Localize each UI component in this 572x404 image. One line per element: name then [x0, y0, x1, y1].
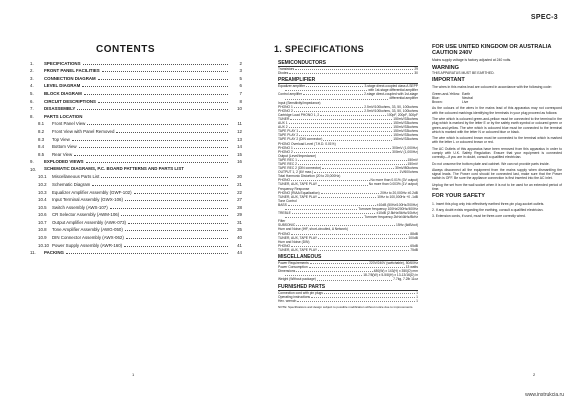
spec-value: 100pF, 200pF, 300pF	[387, 112, 418, 117]
toc-entry-label: Equalizer Amplifier Assembly (GWF-102)	[52, 189, 132, 195]
toc-dot-leader	[98, 102, 228, 103]
spec-key: OUTPUT 1, 2 (6V max.)	[278, 170, 314, 175]
toc-entry	[30, 119, 242, 127]
toc-dot-leader	[125, 230, 228, 231]
spec-key: TAPE REC 2 (DIN connector)	[278, 166, 322, 171]
ac-outlet-notice: The AC Outlets of this apparatus have been removed from this apparatus in order to comply with U.K. Safety Regulation. Ensure that your equipment is connected correctly—if you are in doubt, consult a qualified electrician.	[432, 146, 562, 160]
spec-key: TAPE REC 1	[278, 157, 297, 162]
unplug-notice: Unplug the set from the wall socket when it is not to be used for an extended period of time.	[432, 182, 562, 192]
spec-value: 300mV (1,000Hz)	[392, 149, 418, 154]
spec-value: 7.7kg, 7.2lb 11oz	[393, 277, 418, 282]
spec-key: TAPE REC 2	[278, 161, 297, 166]
spec-key: Equalizer amplifier	[278, 84, 306, 89]
toc-entry-label: CONNECTION DIAGRAM	[44, 75, 96, 81]
spec-dot-leader	[294, 150, 391, 153]
toc-entry-label: CIRCUIT DESCRIPTIONS	[44, 98, 96, 104]
spec-key: Hum and Noise (IHF, short-circuited, A Network)	[278, 227, 348, 232]
toc-entry-label: BLOCK DIAGRAM	[44, 90, 82, 96]
toc-entry	[30, 126, 242, 134]
spec-note: NOTE: Specifications and design subject to possible modification without notice due to improvements.	[278, 304, 414, 309]
spec-value: 100dB	[408, 235, 418, 240]
toc-entry	[30, 195, 242, 203]
spec-dot-leader	[291, 244, 409, 247]
spec-key: PHONO 2	[278, 108, 293, 113]
spec-dot-leader	[318, 195, 376, 198]
toc-entry-page: 2	[239, 60, 242, 66]
spec-key: Hum and Noise (DIN)	[278, 239, 310, 244]
toc-dot-leader	[121, 215, 228, 216]
spec-key: PHONO	[278, 243, 291, 248]
toc-entry	[30, 149, 242, 157]
spec-dot-leader	[285, 207, 357, 210]
toc-entry-label: Top View	[52, 136, 70, 142]
spec-key: Filter	[278, 219, 286, 224]
toc-entry-page: 8	[239, 98, 242, 104]
spec-key: TUNER, AUX, TAPE PLAY	[278, 247, 318, 252]
spec-line	[278, 248, 418, 252]
toc-entry-label: Miscellaneous Parts List	[52, 174, 100, 180]
toc-entry	[30, 157, 242, 165]
toc-entry-page: 5	[239, 75, 242, 81]
toc-entry-label: Power Supply Assembly (AWR-160)	[52, 242, 123, 248]
toc-entry-label: Switch Assembly (AWS-107)	[52, 204, 108, 210]
spec-value: 300mV (1,000Hz)	[392, 145, 418, 150]
caution-heading: CAUTION 240V	[432, 50, 473, 57]
table-of-contents	[30, 58, 242, 255]
spec-value: 2.5mV/100kohms, 33, 50, 100kohms	[364, 108, 418, 113]
toc-entry	[30, 66, 242, 74]
spec-key: BASS	[278, 202, 287, 207]
toc-entry-number: 10.5	[38, 204, 47, 210]
toc-dot-leader	[74, 155, 228, 156]
spec-dot-leader	[290, 117, 392, 120]
toc-entry	[30, 164, 242, 171]
toc-entry	[30, 142, 242, 150]
spec-value: 150mV	[407, 161, 418, 166]
toc-dot-leader	[87, 124, 228, 125]
wire-meaning: Live	[462, 100, 469, 105]
contents-title: CONTENTS	[96, 44, 155, 55]
toc-entry	[30, 73, 242, 81]
spec-value: 150mV/33kohms	[393, 129, 418, 134]
toc-entry-label: Input Terminal Assembly (GWX-106)	[52, 197, 123, 203]
spec-section-heading: SEMICONDUCTORS	[278, 60, 418, 67]
toc-entry-page: 44	[237, 250, 242, 256]
toc-entry	[30, 232, 242, 240]
spec-key: TUNER	[278, 116, 290, 121]
toc-entry	[30, 179, 242, 187]
wire-instructions-1: As the colours of the wires in the mains lead of this apparatus may not correspond with the coloured markings identifying the terminals in your plug proceed as follows:	[432, 106, 562, 115]
toc-dot-leader	[79, 147, 228, 148]
toc-dot-leader	[126, 238, 228, 239]
toc-entry	[30, 134, 242, 142]
spec-key: AUX 2	[278, 125, 288, 130]
spec-value: 65dB	[410, 243, 418, 248]
toc-entry-label: DIN Connector Assembly (AWX-062)	[52, 235, 124, 241]
toc-entry-number: 3.	[30, 75, 34, 81]
warning-text: THIS APPARATUS MUST BE EARTHED.	[432, 70, 495, 75]
spec-key: Tone Control	[278, 198, 297, 203]
spec-key: PHONO	[278, 178, 291, 183]
disconnect-notice: Always disconnect all the equipment from the mains supply when dismantling the signal leads. The Power cord should be connected last, make sure that the Power switch is OFF. Be sure the appliance connection is first inserted into the AC inlet.	[432, 167, 562, 181]
toc-entry-number: 10.	[30, 166, 37, 172]
spec-key: Hex. wrench	[278, 298, 297, 303]
toc-entry	[30, 217, 242, 225]
warning-heading: WARNING	[432, 64, 460, 71]
spec-dot-leader	[299, 129, 392, 132]
spec-dot-leader	[324, 291, 415, 294]
toc-dot-leader	[72, 140, 228, 141]
spec-key: Cartridge Load PHONO 1, 2	[278, 112, 320, 117]
toc-entry	[30, 225, 242, 233]
spec-dot-leader	[318, 236, 407, 239]
wire-instructions-3: The wire which is coloured brown must be connected to the terminal which is marked with the letter L or coloured brown or red.	[432, 136, 562, 145]
spec-value: 150mV	[407, 157, 418, 162]
toc-entry	[30, 172, 242, 180]
toc-entry	[30, 104, 242, 112]
spec-key: AUX 1	[278, 121, 288, 126]
toc-entry-page: 29	[237, 212, 242, 218]
spec-key: Input (Sensitivity/Impedance)	[278, 100, 321, 105]
spec-dot-leader	[298, 162, 407, 165]
safety-item-1: 1. Insert this plug only into effectively earthed three-pin plug-socket outlets.	[432, 201, 545, 206]
toc-dot-leader	[98, 79, 228, 80]
mains-voltage-text: Mains supply voltage is factory adjusted at 240 volts.	[432, 58, 512, 63]
watermark: www.instrukcia.ru	[525, 392, 564, 398]
toc-dot-leader	[125, 200, 228, 201]
toc-entry-label: Tone Amplifier Assembly (AWG-050)	[52, 227, 123, 233]
toc-entry-number: 8.5	[38, 151, 45, 157]
toc-dot-leader	[92, 185, 228, 186]
page-number-right: 2	[533, 372, 536, 377]
spec-dot-leader	[285, 273, 362, 276]
spec-dot-leader	[317, 277, 392, 280]
toc-dot-leader	[66, 253, 228, 254]
spec-dot-leader	[321, 191, 380, 194]
toc-entry-label: LEVEL DIAGRAM	[44, 83, 81, 89]
spec-value: 88dB	[410, 231, 418, 236]
toc-entry-label: Front Panel View	[52, 121, 86, 127]
spec-dot-leader	[298, 158, 407, 161]
toc-entry-page: 3	[239, 68, 242, 74]
spec-key: Connection cord with pin plugs	[278, 290, 323, 295]
spec-key: PHONO 2	[278, 149, 293, 154]
toc-entry-page: 15	[237, 151, 242, 157]
spec-value: 1	[416, 294, 418, 299]
spec-value: 30mV/80kohms	[395, 166, 418, 171]
spec-dot-leader	[296, 223, 395, 226]
spec-key: Diodes	[278, 71, 289, 76]
spec-dot-leader	[309, 265, 405, 268]
toc-entry-number: 5.	[30, 90, 34, 96]
spec-key: TREBLE	[278, 211, 291, 216]
toc-entry	[30, 202, 242, 210]
toc-dot-leader	[124, 246, 228, 247]
spec-value: 1	[416, 290, 418, 295]
spec-dot-leader	[289, 71, 413, 74]
spec-value: 150mV/33kohms	[393, 137, 418, 142]
toc-entry-number: 8.	[30, 113, 34, 119]
spec-page-header: SPEC-3	[530, 14, 558, 21]
toc-entry-label: CR Selector Assembly (AWM-106)	[52, 212, 120, 218]
toc-entry-label: Front View with Panel Removed	[52, 128, 115, 134]
spec-value: 3-stage direct-coupled class A SEPP	[364, 84, 418, 89]
spec-dot-leader	[318, 182, 368, 185]
toc-dot-leader	[128, 223, 228, 224]
spec-key: TUNER, AUX, TAPE PLAY	[278, 235, 318, 240]
toc-dot-leader	[77, 109, 228, 110]
spec-value: 20Hz to 20,000Hz ±0.2dB	[380, 190, 418, 195]
spec-value: 29	[414, 67, 418, 71]
spec-dot-leader	[285, 96, 388, 99]
toc-entry-number: 2.	[30, 68, 34, 74]
toc-dot-leader	[101, 177, 228, 178]
spec-value: 150mV/33kohms	[393, 125, 418, 130]
spec-key: PHONO Overload Level (T.H.D. 0.01%)	[278, 141, 336, 146]
spec-dot-leader	[291, 178, 369, 181]
spec-key: PHONO 1	[278, 104, 293, 109]
spec-dot-leader	[299, 133, 392, 136]
spec-dot-leader	[292, 211, 376, 214]
spec-dot-leader	[311, 295, 415, 298]
spec-value: 220V/240V (switchable), 50/60Hz	[369, 261, 418, 266]
toc-entry-number: 6.	[30, 98, 34, 104]
toc-entry-number: 10.3	[38, 189, 47, 195]
toc-entry-number: 10.2	[38, 181, 47, 187]
spec-line	[278, 71, 418, 75]
spec-dot-leader	[320, 113, 386, 116]
toc-dot-leader	[83, 64, 228, 65]
toc-entry-number: 8.4	[38, 144, 45, 150]
spec-key: Control amplifier	[278, 92, 303, 97]
toc-dot-leader	[86, 162, 228, 163]
spec-section-heading: FURNISHED PARTS	[278, 284, 418, 291]
safety-notice-column	[432, 44, 562, 218]
safety-item-3: 3. Extension cords, if used, must be three-core correctly wired.	[432, 214, 526, 219]
toc-entry-page: 40	[237, 235, 242, 241]
toc-dot-leader	[110, 208, 228, 209]
spec-value: 150mV/33kohms	[393, 133, 418, 138]
toc-entry	[30, 187, 242, 195]
toc-entry-label: FRONT PANEL FACILITIES	[44, 68, 100, 74]
toc-entry-page: 21	[237, 181, 242, 187]
toc-entry	[30, 210, 242, 218]
spec-key: PHONO (RIAA Equalization)	[278, 190, 320, 195]
toc-entry-page: 35	[237, 227, 242, 233]
toc-entry-number: 1.	[30, 60, 34, 66]
spec-value: 1	[416, 298, 418, 303]
toc-entry-page: 31	[237, 219, 242, 225]
spec-value: 150mV/33kohms	[393, 121, 418, 126]
spec-key: Frequency Response	[278, 186, 310, 191]
spec-key: PHONO 1	[278, 145, 293, 150]
spec-value: 18-7/8(W) x 5-5/8(H) x 13-13/16(D) in	[363, 273, 418, 278]
spec-dot-leader	[289, 121, 393, 124]
toc-dot-leader	[82, 86, 228, 87]
spec-key: Power Consumption	[278, 265, 308, 270]
toc-entry	[30, 88, 242, 96]
spec-dot-leader	[291, 232, 409, 235]
spec-key: TAPE PLAY 2 (DIN connector)	[278, 137, 323, 142]
toc-entry-page: 11	[237, 121, 242, 127]
toc-entry-number: 10.9	[38, 235, 47, 241]
important-heading: IMPORTANT	[432, 77, 465, 84]
spec-key: PHONO	[278, 231, 291, 236]
toc-dot-leader	[134, 193, 228, 194]
spec-section-heading: MISCELLANEOUS	[278, 254, 418, 261]
spec-value: ±10dB (50Hz/100Hz/200Hz)	[376, 202, 418, 207]
spec-value: 150mV/33kohms	[393, 116, 418, 121]
toc-entry-page: 12	[237, 128, 242, 134]
spec-key: Weight (Without package)	[278, 277, 316, 282]
toc-entry-label: Output Amplifier Assembly (AWK-073)	[52, 219, 127, 225]
toc-entry	[30, 248, 242, 256]
spec-dot-leader	[295, 67, 413, 70]
spec-value: with 1st-stage differential amplifier	[368, 88, 418, 93]
spec-dot-leader	[322, 166, 394, 169]
toc-entry-number: 10.7	[38, 219, 47, 225]
specifications-body	[278, 58, 418, 309]
spec-value: 13 watts	[405, 265, 418, 270]
spec-value: No more than 0.01% (3V output)	[370, 178, 418, 183]
toc-entry-number: 9.	[30, 159, 34, 165]
toc-entry-page: 20	[237, 174, 242, 180]
toc-dot-leader	[102, 71, 228, 72]
spec-value: 2.5mV/100kohms, 33, 50, 100kohms	[364, 104, 418, 109]
specifications-title: 1. SPECIFICATIONS	[274, 44, 364, 54]
spec-key: Output (Level/Impedance)	[278, 153, 317, 158]
spec-dot-leader	[323, 137, 392, 140]
toc-entry-number: 10.1	[38, 174, 47, 180]
spec-value: 75dB	[410, 247, 418, 252]
toc-dot-leader	[116, 132, 228, 133]
toc-entry-page: 10	[237, 106, 242, 112]
spec-value: 1V/600ohms	[399, 170, 418, 175]
wire-code-intro: The wires in this mains lead are coloured in accordance with the following code:	[432, 85, 552, 90]
toc-entry	[30, 81, 242, 89]
toc-entry-page: 28	[237, 204, 242, 210]
spec-dot-leader	[294, 146, 391, 149]
spec-dot-leader	[314, 170, 398, 173]
spec-key: Dimensions	[278, 269, 296, 274]
spec-value: 15Hz (6dB/oct)	[396, 223, 418, 228]
toc-entry	[30, 58, 242, 66]
toc-entry-label: SCHEMATIC DIAGRAMS, P.C. BOARD PATTERNS AND PARTS LIST	[44, 166, 184, 172]
toc-entry-page: 22	[237, 189, 242, 195]
spec-value: 2-stage direct-coupled with 1st-stage	[364, 92, 418, 97]
toc-entry-number: 10.8	[38, 227, 47, 233]
spec-value: Turnover frequency 100Hz/200Hz/400Hz	[358, 207, 418, 211]
toc-entry	[30, 96, 242, 104]
toc-entry-number: 11.	[30, 250, 36, 256]
toc-entry-label: PACKING	[44, 250, 64, 256]
toc-entry-page: 6	[239, 83, 242, 89]
spec-value: 10Hz to 100,000Hz +0 -1dB	[377, 194, 418, 199]
spec-key: TAPE PLAY 1	[278, 129, 299, 134]
spec-dot-leader	[318, 248, 409, 251]
toc-entry-page: 7	[239, 90, 242, 96]
spec-dot-leader	[297, 299, 415, 302]
spec-dot-leader	[303, 92, 363, 95]
spec-key: Transistors	[278, 67, 295, 71]
toc-entry-page: 16	[237, 159, 242, 165]
toc-entry-label: SPECIFICATIONS	[44, 60, 81, 66]
toc-dot-leader	[84, 94, 228, 95]
wire-meaning: Neutral	[462, 95, 473, 100]
spec-dot-leader	[289, 125, 393, 128]
toc-entry-number: 7.	[30, 106, 34, 112]
spec-key: TAPE PLAY 2	[278, 133, 299, 138]
toc-entry-page: 13	[237, 136, 242, 142]
spec-dot-leader	[294, 109, 363, 112]
toc-entry	[30, 240, 242, 248]
toc-entry-page: 14	[237, 144, 242, 150]
spec-dot-leader	[296, 269, 372, 272]
toc-entry-number: 10.6	[38, 212, 47, 218]
spec-key: SUBSONIC	[278, 223, 296, 228]
spec-value: ±10dB (2.5kHz/5kHz/10kHz)	[376, 211, 418, 216]
spec-key: TUNER, AUX, TAPE PLAY	[278, 194, 318, 199]
spec-dot-leader	[310, 261, 368, 264]
toc-entry-label: PARTS LOCATION	[44, 113, 83, 119]
toc-entry-label: Schematic Diagram	[52, 181, 91, 187]
toc-entry-page: 41	[237, 242, 242, 248]
wire-color: Blue:	[432, 95, 440, 100]
spec-dot-leader	[285, 88, 367, 91]
toc-entry-page: 27	[237, 197, 242, 203]
spec-value: 480(W) x 143(H) x 350(D) mm	[373, 269, 418, 274]
cabinet-notice: Do not unscrew the bottom plate and cabinet. We can not provide parts inside.	[432, 161, 550, 166]
wire-instructions-2: The wire which is coloured green-and-yellow must be connected to the terminal in the plug which is marked by the letter E or by the safety earth symbol or coloured green or green-and-yellow. The wire which is coloured blue must be connected to the terminal which is marked with the letter N or coloured blue or black.	[432, 116, 562, 134]
spec-dot-leader	[288, 203, 376, 206]
spec-line	[278, 299, 418, 303]
spec-value: 30	[414, 71, 418, 76]
safety-item-2: 2. If any doubt exists regarding the earthing, consult a qualified electrician.	[432, 207, 544, 212]
uk-australia-heading: FOR USE UNITED KINGDOM OR AUSTRALIA	[432, 44, 552, 50]
page-number-left: 1	[132, 372, 135, 377]
spec-section-heading: PREAMPLIFIER	[278, 77, 418, 84]
spec-key: Power Requirements	[278, 261, 309, 266]
spec-value: differential amplifier	[389, 96, 418, 101]
toc-entry-label: Rear View	[52, 151, 73, 157]
wire-meaning: Earth	[462, 91, 471, 96]
spec-line	[278, 277, 418, 281]
spec-value: No more than 0.003% (1V output)	[368, 182, 418, 187]
spec-key: TUNER, AUX, TAPE PLAY	[278, 182, 318, 187]
spec-dot-leader	[294, 105, 363, 108]
toc-entry-label: EXPLODED VIEWS	[44, 159, 84, 165]
toc-entry-label: Bottom View	[52, 144, 77, 150]
spec-value: Turnover frequency 2kHz/4kHz/8kHz	[364, 215, 418, 220]
wire-color: Green-and-Yellow:	[432, 91, 460, 96]
toc-entry-number: 8.1	[38, 121, 45, 127]
toc-entry-number: 8.2	[38, 128, 45, 134]
toc-entry-number: 10.10	[38, 242, 49, 248]
wire-color-table	[432, 92, 562, 105]
toc-entry-label: DISASSEMBLY	[44, 106, 76, 112]
spec-key: Total Harmonic Distortion (20 to 20,000Hz)	[278, 174, 341, 179]
spec-key: Operating instructions	[278, 294, 311, 299]
toc-entry-number: 10.4	[38, 197, 47, 203]
toc-entry-number: 4.	[30, 83, 34, 89]
spec-dot-leader	[306, 84, 363, 87]
toc-entry	[30, 111, 242, 119]
safety-heading: FOR YOUR SAFETY	[432, 193, 486, 200]
wire-color: Brown:	[432, 100, 443, 105]
toc-entry-number: 8.3	[38, 136, 45, 142]
spec-dot-leader	[285, 215, 363, 218]
